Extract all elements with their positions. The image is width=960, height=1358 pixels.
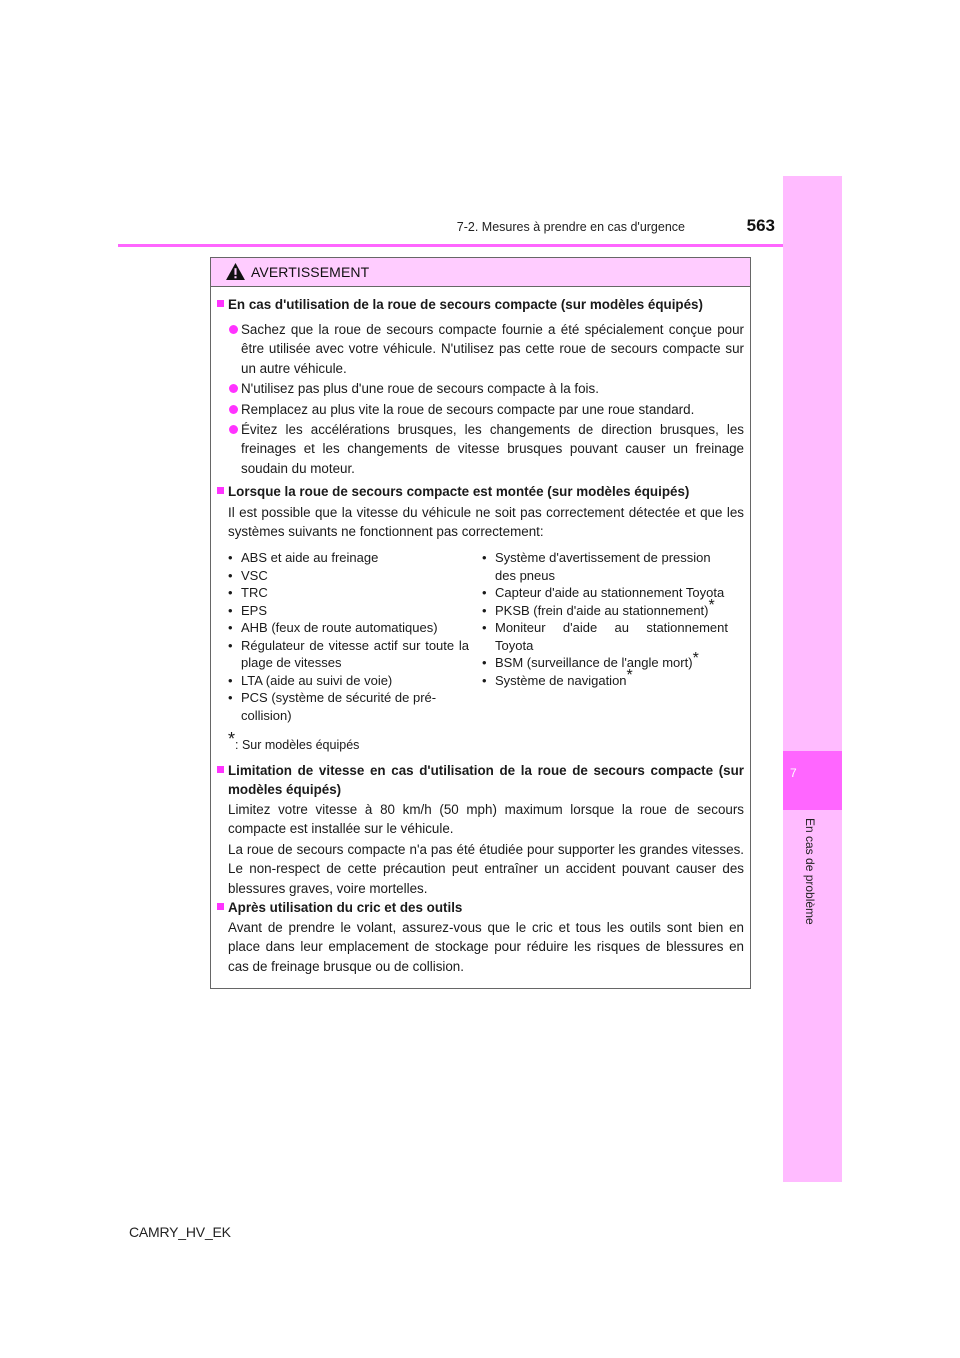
page-number: 563 <box>746 216 775 235</box>
warning-box <box>210 257 751 989</box>
list-item: • Régulateur de vitesse actif sur toute la plage de vitesses <box>228 637 469 672</box>
footnote <box>228 728 528 755</box>
bullet-text: Remplacez au plus vite la roue de secours compacte par une roue standard. <box>241 402 695 417</box>
section-title: 7-2. Mesures à prendre en cas d'urgence <box>456 220 685 234</box>
list-item: • Système d'avertissement de pression des pneus <box>482 549 728 584</box>
list-item: • TRC <box>228 584 469 602</box>
list-item-text: PKSB (frein d'aide au stationnement) <box>495 602 709 618</box>
model-code: CAMRY_HV_EK <box>129 1224 231 1240</box>
warning-header <box>211 258 750 287</box>
list-item: • VSC <box>228 567 469 585</box>
list-item <box>482 667 728 690</box>
chapter-sidebar <box>783 176 842 1182</box>
section-heading: Après utilisation du cric et des outils <box>228 900 463 915</box>
list-item <box>482 597 728 620</box>
list-item: • EPS <box>228 602 469 620</box>
section-marker <box>217 487 224 494</box>
asterisk-mark: * <box>228 728 236 749</box>
chapter-number: 7 <box>790 766 797 780</box>
list-item: • PCS (système de sécurité de pré-collision) <box>228 689 469 724</box>
list-item: • LTA (aide au suivi de voie) <box>228 672 469 690</box>
chapter-label: En cas de problème <box>803 818 817 925</box>
list-item <box>482 649 728 672</box>
section-marker <box>217 766 224 773</box>
section-heading: Limitation de vitesse en cas d'utilisation de la roue de secours compacte (sur modèles équipés) <box>228 763 744 798</box>
systems-list-right <box>482 549 728 689</box>
section-paragraph: Il est possible que la vitesse du véhicule ne soit pas correctement détectée et que les systèmes suivants ne fonctionnent pas correctement: <box>228 505 744 540</box>
asterisk-mark: * <box>692 649 699 667</box>
bullet-dot <box>229 384 238 393</box>
asterisk-mark: * <box>708 597 715 615</box>
section-paragraph: Limitez votre vitesse à 80 km/h (50 mph) maximum lorsque la roue de secours compacte est installée sur le véhicule. <box>228 802 744 837</box>
bullet-dot <box>229 405 238 414</box>
bullet-text: Évitez les accélérations brusques, les changements de direction brusques, les freinages et les changements de vitesse brusques pouvant causer un freinage soudain du moteur. <box>241 422 744 476</box>
list-item: • AHB (feux de route automatiques) <box>228 619 469 637</box>
list-item: • ABS et aide au freinage <box>228 549 469 567</box>
header-rule <box>118 244 842 247</box>
bullet-dot <box>229 325 238 334</box>
bullet-text: N'utilisez pas plus d'une roue de secours compacte à la fois. <box>241 381 599 396</box>
footnote-text: : Sur modèles équipés <box>235 738 360 752</box>
chapter-tab[interactable] <box>783 751 842 810</box>
section-marker <box>217 903 224 910</box>
list-item: • Moniteur d'aide au stationnement Toyota <box>482 619 728 654</box>
warning-title: AVERTISSEMENT <box>251 264 370 280</box>
section-heading: En cas d'utilisation de la roue de secours compacte (sur modèles équipés) <box>228 297 703 312</box>
section-paragraph: Avant de prendre le volant, assurez-vous que le cric et tous les outils sont bien en place dans leur emplacement de stockage pour réduire les risques de blessures en cas de freinage brusque ou de collision. <box>228 920 744 974</box>
warning-triangle-icon <box>226 263 245 280</box>
list-item-text: BSM (surveillance de l'angle mort) <box>495 655 693 670</box>
bullet-dot <box>229 425 238 434</box>
list-item: • Capteur d'aide au stationnement Toyota <box>482 584 728 602</box>
section-marker <box>217 300 224 307</box>
section-paragraph: La roue de secours compacte n'a pas été étudiée pour supporter les grandes vitesses. Le non-respect de cette précaution peut entraîner un accident pouvant causer des blessures graves, voire mortelles. <box>228 842 744 896</box>
systems-list-left <box>228 549 469 724</box>
list-item-text: Système de navigation <box>495 672 627 688</box>
asterisk-mark: * <box>626 667 633 685</box>
bullet-text: Sachez que la roue de secours compacte fournie a été spécialement conçue pour être utilisée avec votre véhicule. N'utilisez pas cette roue de secours compacte sur un autre véhicule. <box>241 322 744 376</box>
section-heading: Lorsque la roue de secours compacte est montée (sur modèles équipés) <box>228 484 690 499</box>
